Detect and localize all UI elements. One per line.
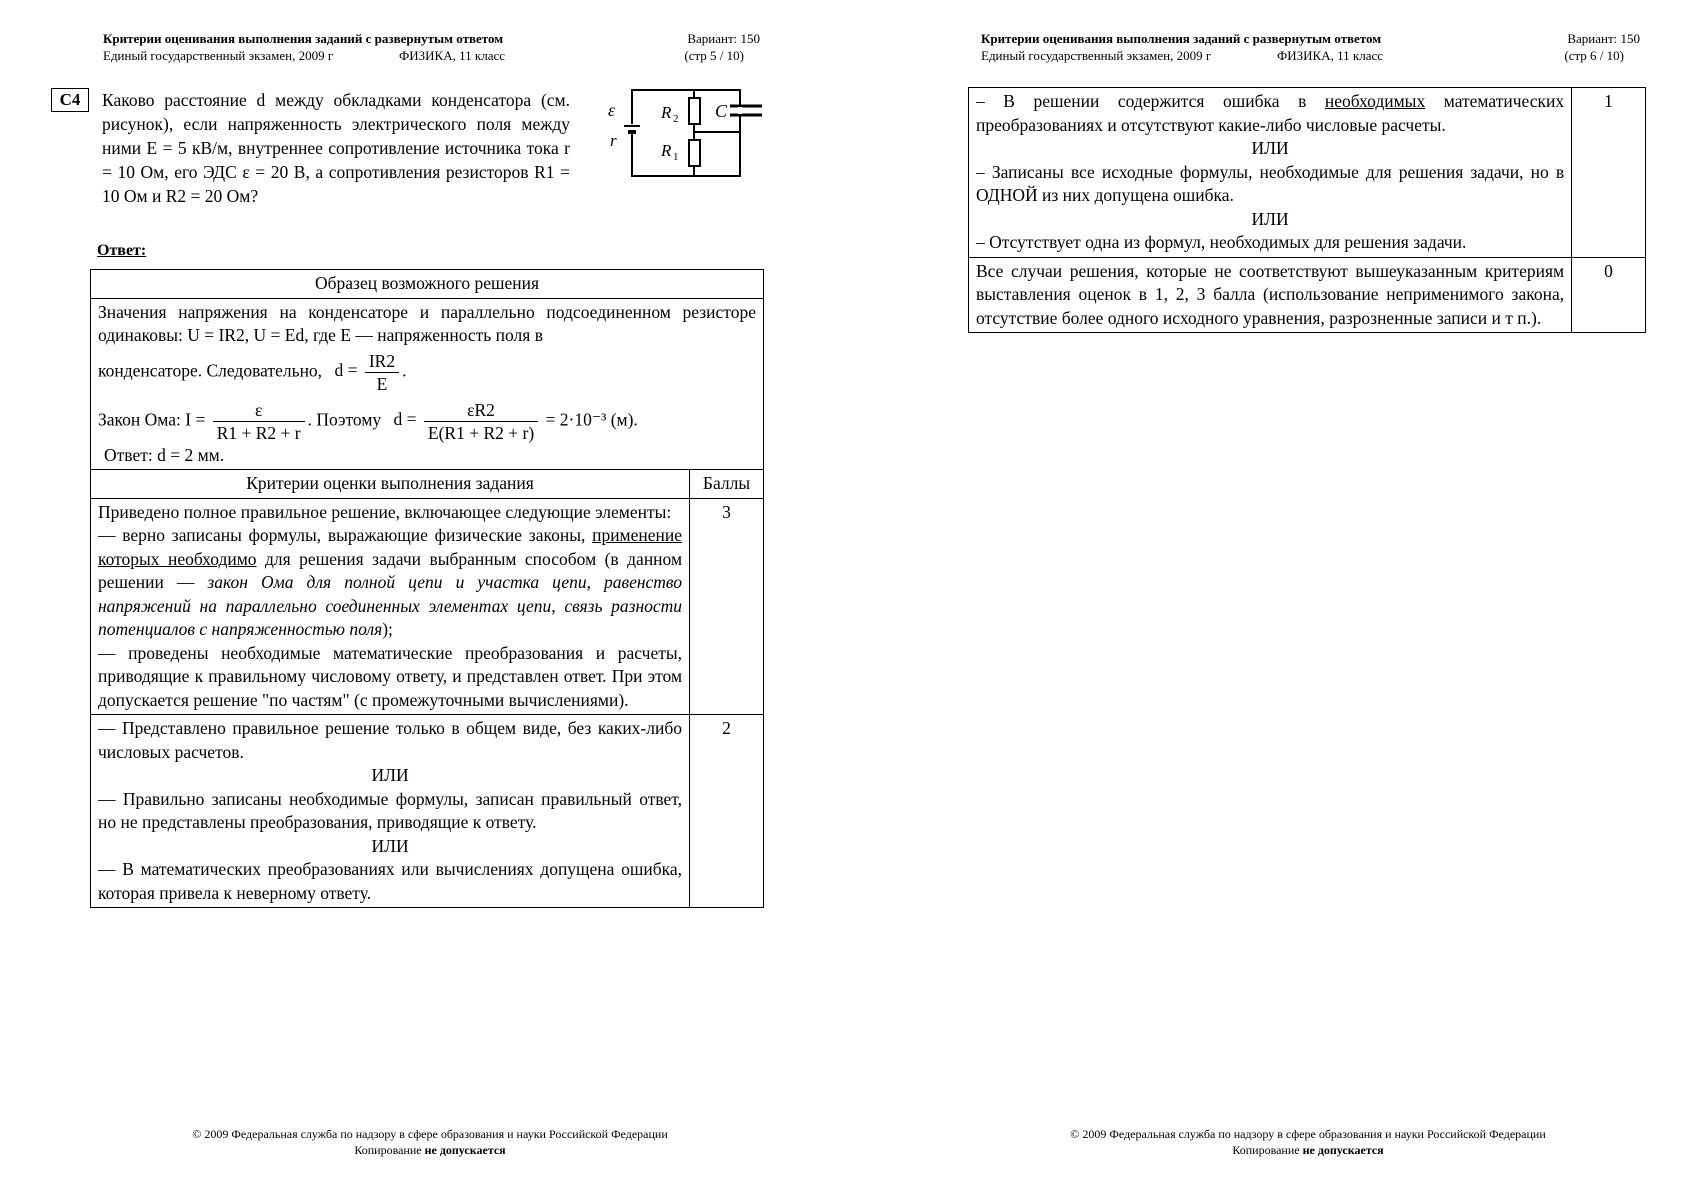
fraction-d-denominator: E [376, 373, 388, 394]
left-footer-copyright: © 2009 Федеральная служба по надзору в сфере образования и науки Российской Федерации [192, 1127, 668, 1141]
circuit-label-r2: R [661, 103, 672, 122]
fraction-current-numerator: ε [213, 399, 305, 422]
fraction-current [213, 399, 305, 444]
solution-line3 [98, 399, 756, 444]
left-footer-copying [140, 1142, 720, 1158]
circuit-label-r2-sub: 2 [673, 113, 679, 125]
answer-label: Ответ: [97, 242, 147, 259]
solution-body-row [91, 298, 764, 470]
criteria-3-p1: Приведено полное правильное решение, включающее следующие элементы: [98, 501, 672, 522]
criteria-2-p1: — Представлено правильное решение только в общем виде, без каких-либо числовых расчетов. [98, 718, 683, 762]
criteria-heading: Критерии оценки выполнения задания [91, 470, 690, 499]
therefore-text: . Поэтому [307, 409, 382, 430]
left-header-title: Критерии оценивания выполнения заданий с развернутым ответом [103, 31, 504, 46]
criteria-1-p1-underlined: необходимых [1324, 91, 1426, 111]
criteria-row-2-score: 2 [690, 715, 764, 908]
criteria-row-3-score: 3 [690, 498, 764, 715]
criteria-1-p1 [976, 90, 1564, 137]
criteria-row-3 [91, 498, 764, 715]
criteria-row-2 [91, 715, 764, 908]
ohm-label: Закон Ома: [98, 409, 181, 430]
left-header-subject: ФИЗИКА, 11 класс [399, 48, 505, 63]
solution-line2-text: конденсаторе. Следовательно, [98, 360, 323, 381]
circuit-label-emf: ε [608, 100, 616, 120]
right-header-title: Критерии оценивания выполнения заданий с развернутым ответом [981, 31, 1382, 46]
points-heading: Баллы [690, 470, 764, 499]
criteria-2-p3: — В математических преобразованиях или вычислениях допущена ошибка, которая привела к неверному ответу. [98, 859, 683, 903]
right-header-page: (стр 6 / 10) [1564, 48, 1624, 63]
criteria-1-p3: – Отсутствует одна из формул, необходимых для решения задачи. [976, 232, 1467, 252]
solution-d-eq2: d = [393, 409, 417, 430]
right-footer-copy-prefix: Копирование [1232, 1143, 1303, 1157]
fraction-distance-denominator: E(R1 + R2 + r) [427, 422, 535, 443]
resistor-r1 [689, 140, 700, 166]
criteria-3-p2-close: ); [382, 619, 393, 639]
criteria-3-p2 [98, 524, 682, 642]
criteria-3-p2-start: — верно записаны формулы, выражающие физические законы, [98, 525, 586, 545]
solution-d-eq: d = [334, 360, 358, 381]
left-header-variant: Вариант: 150 [687, 31, 760, 46]
right-criteria-table [968, 87, 1646, 333]
task-question: Каково расстояние d между обкладками конденсатора (см. рисунок), если напряженность электрического поля между ними E = 5 кВ/м, внутреннее сопротивление источника тока r = 10 Ом, его ЭДС ε = 20 В, а сопротивления резисторов R1 = 10 Ом и R2 = 20 Ом? [102, 90, 570, 206]
solution-line2: конденсаторе. Следовательно, d = $\frac{IR2}{E}$ . [98, 350, 407, 394]
right-footer [1018, 1126, 1598, 1158]
left-footer-copy-prefix: Копирование [354, 1143, 425, 1157]
solution-criteria-table [90, 269, 764, 908]
resistor-r2 [689, 98, 700, 124]
criteria-1-or2: ИЛИ [1251, 208, 1289, 229]
right-header-subject: ФИЗИКА, 11 класс [1277, 48, 1383, 63]
criteria-1-p2: – Записаны все исходные формулы, необходимые для решения задачи, но в ОДНОЙ из них допущена ошибка. [976, 161, 1565, 205]
solution-line1: Значения напряжения на конденсаторе и параллельно подсоединенном резисторе одинаковы: U = IR2, U = Ed, где E — напряженность поля в [98, 301, 756, 345]
fraction-distance-numerator: εR2 [424, 399, 538, 422]
fraction-current-denominator: R1 + R2 + r [216, 422, 301, 443]
left-footer [140, 1126, 720, 1158]
circuit-label-r1-sub: 1 [673, 151, 679, 163]
right-footer-copying [1018, 1142, 1598, 1158]
criteria-1-or1: ИЛИ [1251, 138, 1289, 158]
criteria-row-0-text: Все случаи решения, которые не соответствуют вышеуказанным критериям выставления оценок в 1, 2, 3 балла (использование неприменимого закона, отсутствие более одного исходного уравнения, разрозненные записи и т п.). [969, 257, 1572, 333]
solution-heading-row [91, 270, 764, 299]
criteria-row-1 [969, 88, 1646, 258]
criteria-row-1-score: 1 [1572, 88, 1646, 258]
solution-result: = 2·10⁻³ (м). [545, 409, 638, 430]
task-label: C4 [51, 88, 89, 112]
criteria-row-1-text [969, 88, 1572, 258]
criteria-row-0-score: 0 [1572, 257, 1646, 333]
criteria-1-p1-start: – В решении содержится ошибка в [976, 91, 1307, 111]
left-header-exam: Единый государственный экзамен, 2009 г [103, 48, 334, 63]
right-header-variant: Вариант: 150 [1567, 31, 1640, 46]
criteria-3-p2-italic: закон Ома для полной цепи и участка цепи, равенство напряжений на параллельно соединенных элементах цепи, связь разности потенциалов с напряженностью поля [98, 572, 683, 639]
criteria-3-p3: — проведены необходимые математические преобразования и расчеты, приводящие к правильному числовому ответу, и представлен ответ. При этом допускается решение "по частям" (с промежуточными вычислениями). [98, 642, 683, 710]
solution-answer: Ответ: d = 2 мм. [104, 444, 225, 465]
criteria-row-2-text [91, 715, 690, 908]
right-footer-copy-bold: не допускается [1302, 1143, 1384, 1157]
criteria-3-p2-underlined: применение которых необходимо [98, 525, 683, 569]
solution-heading: Образец возможного решения [91, 270, 764, 299]
criteria-heading-row [91, 470, 764, 499]
circuit-diagram [598, 88, 780, 192]
right-header-exam: Единый государственный экзамен, 2009 г [981, 48, 1212, 63]
criteria-2-p2: — Правильно записаны необходимые формулы, записан правильный ответ, но не представлены преобразования, приводящие к ответу. [98, 788, 683, 832]
right-footer-copyright: © 2009 Федеральная служба по надзору в сфере образования и науки Российской Федерации [1070, 1127, 1546, 1141]
criteria-3-p2-end: для решения задачи выбранным способом (в данном решении — [98, 548, 683, 592]
ohm-i-eq: I = [185, 409, 206, 430]
fraction-distance [424, 399, 538, 444]
circuit-label-r: r [610, 131, 617, 150]
criteria-2-or1: ИЛИ [371, 765, 409, 785]
fraction-d-numerator: IR2 [365, 350, 399, 373]
solution-body [91, 298, 764, 470]
criteria-row-3-text [91, 498, 690, 715]
criteria-1-p1-end: математических преобразованиях и отсутствуют какие-либо числовые расчеты. [976, 91, 1565, 135]
criteria-row-0 [969, 257, 1646, 333]
left-footer-copy-bold: не допускается [424, 1143, 506, 1157]
circuit-label-r1: R [661, 141, 672, 160]
criteria-2-or2: ИЛИ [371, 835, 409, 856]
fraction-d [365, 350, 399, 395]
left-header-page: (стр 5 / 10) [684, 48, 744, 63]
circuit-label-c: C [715, 101, 728, 121]
